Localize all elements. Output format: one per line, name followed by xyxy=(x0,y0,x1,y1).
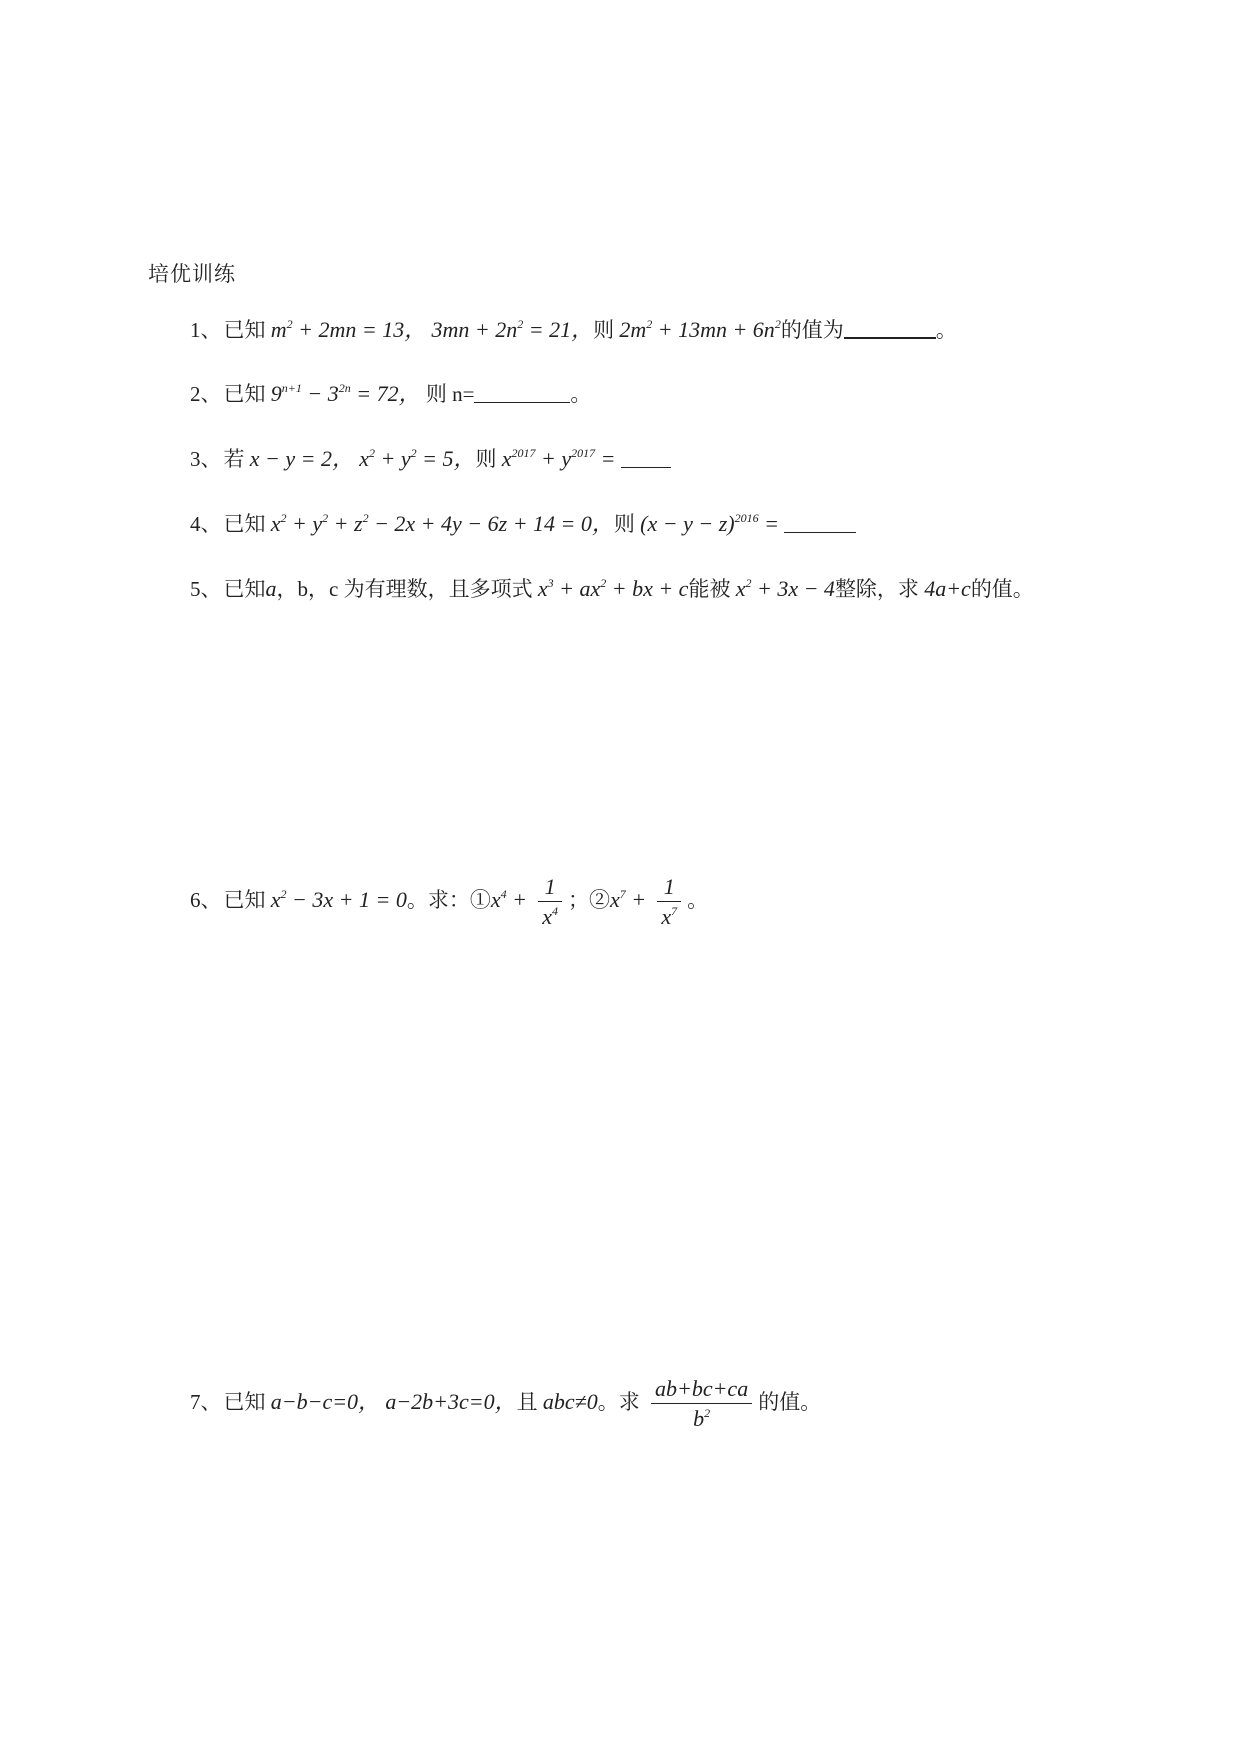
problem-number: 6、 xyxy=(190,887,222,912)
problem-7 xyxy=(190,1378,821,1430)
problem-number: 4、 xyxy=(190,512,222,536)
math-expression: a xyxy=(265,576,277,601)
math-expression: $m^2 + 2mn = 13$， xyxy=(270,317,427,342)
problem-1 xyxy=(190,318,957,341)
math-expression: x − y = 2， xyxy=(249,446,354,471)
problem-text: 。求：① xyxy=(406,887,491,912)
answer-blank[interactable] xyxy=(784,514,856,533)
fraction-denominator: $x^7$ xyxy=(657,901,681,928)
problem-number: 2、 xyxy=(190,382,222,406)
math-expression: $3mn + 2n^2 = 21$， xyxy=(431,317,594,342)
problem-text: 的值。 xyxy=(970,577,1034,601)
problem-text: 若 xyxy=(223,447,245,471)
problem-text: 则 n= xyxy=(425,382,475,406)
problem-number: 7、 xyxy=(190,1389,222,1414)
problem-text: 已知 xyxy=(223,382,266,406)
problem-text: ；② xyxy=(567,887,610,912)
problem-text: ，b，c 为有理数，且多项式 xyxy=(276,577,533,601)
math-expression: $9^{n+1} - 3^{2n} = 72$， xyxy=(270,381,421,406)
problem-text: 的值为 xyxy=(780,318,844,342)
fraction xyxy=(657,876,681,928)
math-expression: $x^2 - 3x + 1 = 0$ xyxy=(270,886,407,912)
math-expression: abc≠0 xyxy=(542,1388,598,1414)
problem-text: 整除，求 xyxy=(834,577,919,601)
problem-text: 。 xyxy=(687,887,709,912)
problem-text: 则 xyxy=(613,512,635,536)
fraction-numerator: ab+bc+ca xyxy=(654,1376,749,1401)
problem-2 xyxy=(190,382,591,405)
problem-text: 已知 xyxy=(223,1389,266,1414)
fraction-numerator: 1 xyxy=(663,874,675,899)
problem-text: 的值。 xyxy=(758,1389,822,1414)
answer-blank[interactable] xyxy=(474,384,570,403)
problem-text: 。 xyxy=(935,318,957,342)
problem-number: 3、 xyxy=(190,447,222,471)
math-expression: $x^{2017} + y^{2017}$ = xyxy=(501,446,621,471)
math-expression: $2m^2 + 13mn + 6n^2$ xyxy=(619,317,781,342)
fraction-numerator: 1 xyxy=(544,874,556,899)
problem-text: 。求 xyxy=(597,1389,640,1414)
problem-number: 5、 xyxy=(190,577,222,601)
problem-text: 且 xyxy=(516,1389,538,1414)
problem-text: 已知 xyxy=(223,577,266,601)
problem-text: 则 xyxy=(475,447,497,471)
fraction xyxy=(538,876,562,928)
math-expression: $x^4$ + xyxy=(490,886,527,912)
problem-text: 能被 xyxy=(688,577,731,601)
problem-text: 已知 xyxy=(223,512,266,536)
fraction-denominator: $b^2$ xyxy=(651,1403,752,1430)
problem-4 xyxy=(190,512,856,535)
answer-blank[interactable] xyxy=(621,449,671,468)
math-expression: $(x - y - z)^{2016}$ = xyxy=(640,511,785,536)
math-expression: $x^3 + ax^2$ + bx + c xyxy=(537,576,689,601)
math-expression: $x^2 + y^2 = 5$， xyxy=(359,446,476,471)
problem-5 xyxy=(190,577,1034,600)
problem-text: 已知 xyxy=(223,887,266,912)
math-expression: a−2b+3c=0， xyxy=(385,1388,517,1414)
fraction-denominator: $x^4$ xyxy=(538,901,562,928)
math-expression: $x^2 + y^2 + z^2 - 2x + 4y - 6z + 14 = 0$， xyxy=(270,511,614,536)
math-expression: 4a+c xyxy=(924,576,971,601)
problem-text: 已知 xyxy=(223,318,266,342)
problem-text: 则 xyxy=(593,318,615,342)
answer-blank[interactable] xyxy=(844,319,936,339)
problem-3 xyxy=(190,447,671,470)
math-expression: $x^2 + 3x - 4$ xyxy=(735,576,835,601)
problem-number: 1、 xyxy=(190,318,222,342)
math-expression: a−b−c=0， xyxy=(270,1388,381,1414)
problem-6 xyxy=(190,876,708,928)
problem-text: 。 xyxy=(570,382,592,406)
math-expression: $x^7$ + xyxy=(609,886,647,912)
fraction xyxy=(651,1378,752,1430)
worksheet-title: 培优训练 xyxy=(148,262,236,286)
